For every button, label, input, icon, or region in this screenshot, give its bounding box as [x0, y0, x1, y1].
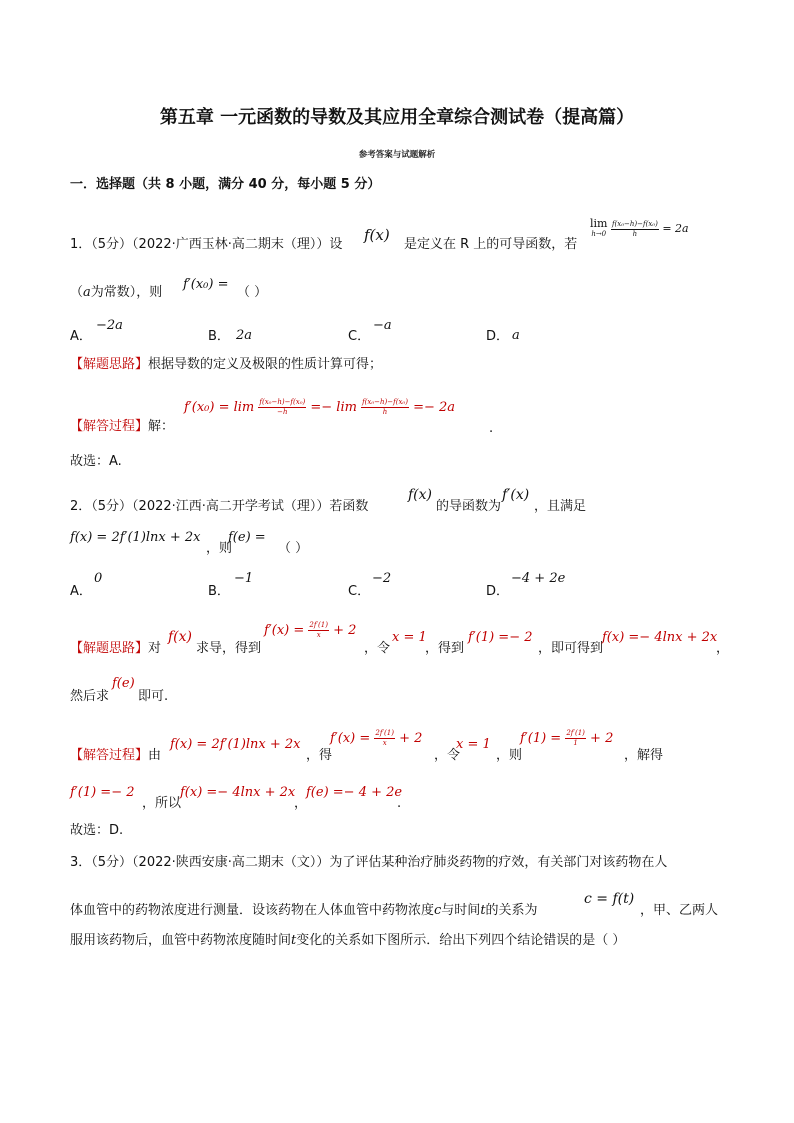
q1-answer: 故选：A. [70, 454, 122, 469]
q2-then: ，则 [206, 541, 233, 556]
q2-process-d: ，则 [496, 748, 523, 763]
q1-hint: 【解题思路】根据导数的定义及极限的性质计算可得； [70, 357, 383, 372]
q3-line1: 3．（5分）（2022·陕西安康·高二期末（文））为了评估某种治疗肺炎药物的疗效，有关部门对该药物在人 [70, 855, 668, 870]
q3-relation: c = f(t) [584, 891, 635, 907]
q2-option-b-value: −1 [234, 571, 254, 586]
q1-option-b-value: 2a [236, 328, 253, 343]
q3-line2: 体血管中的药物浓度进行测量．设该药物在人体血管中药物浓度c与时间t的关系为 [70, 903, 538, 918]
q1-mid: 是定义在 R 上的可导函数，若 [404, 237, 578, 252]
q2-hint2-b: 即可. [138, 689, 169, 704]
q2-option-b-label: B． [208, 584, 230, 599]
q3-line3: 服用该药物后，血管中药物浓度随时间t变化的关系如下图所示．给出下列四个结论错误的是（ ） [70, 933, 626, 948]
q1-option-d-label: D． [486, 329, 510, 344]
q2-hint-fp1: f′(1) =− 2 [468, 630, 533, 645]
q1-process: 【解答过程】解： [70, 419, 175, 434]
q2-end: ，且满足 [534, 499, 587, 514]
q2-hint-tag: 【解题思路】对 [70, 641, 162, 656]
q2-answer: 故选：D. [70, 823, 124, 838]
q2-process-x1: x = 1 [456, 737, 491, 752]
q1-lim-sub: h→0 [591, 230, 607, 238]
q2-equation: f(x) = 2f′(1)lnx + 2x [70, 530, 201, 545]
q2-hint-fprime-expr: f′(x) = $\frac{2f'(1)}{x}$ + 2 [264, 621, 357, 639]
q2-fx: f(x) [408, 487, 433, 503]
q1-option-a-value: −2a [96, 318, 123, 333]
q2-hint2-a: 然后求 [70, 689, 110, 704]
q2-process-fprime: f′(x) = $\frac{2f'(1)}{x}$ + 2 [330, 729, 423, 747]
q1-lim-word: lim [590, 217, 608, 230]
q2-hint2-fe: f(e) [112, 676, 135, 691]
q2-hint-d: ，得到 [425, 641, 465, 656]
q1-option-d-value: a [512, 328, 520, 343]
q1-limit-expr: lim h→0 $\frac{\text{f(x₀−h)−f(x₀)}}{h}$ = 2a [590, 217, 689, 238]
q2-mid: 的导函数为 [436, 499, 502, 514]
q1-paren: （ ） [237, 285, 268, 300]
q2-process2-a: ，所以 [142, 796, 182, 811]
q2-hint-frac: $\frac{2f'(1)}{x}$ [309, 621, 328, 639]
q1-fprime: f′(x₀) = [183, 277, 229, 292]
q2-process2-result: f(x) =− 4lnx + 2x [180, 785, 296, 800]
q1-end-dot: . [489, 421, 494, 436]
q2-option-c-value: −2 [372, 571, 392, 586]
q2-process2-fe: f(e) =− 4 + 2e [306, 785, 403, 800]
q2-option-a-label: A． [70, 584, 92, 599]
page-title: 第五章 一元函数的导数及其应用全章综合测试卷（提高篇） [159, 107, 635, 128]
q3-line2-end: ，甲、乙两人 [640, 903, 719, 918]
q2-hint-x1: x = 1 [392, 630, 427, 645]
q2-paren: （ ） [278, 541, 309, 556]
q2-process-eq: f(x) = 2f′(1)lnx + 2x [170, 737, 301, 752]
q1-line2: （a为常数），则 [70, 285, 163, 300]
q2-process-frac1: $\frac{2f'(1)}{x}$ [375, 729, 394, 747]
q1-option-c-value: −a [373, 318, 392, 333]
q1-solution-eq: f′(x₀) = lim $\frac{\text{f(x₀−h)−f(x₀)}}{-h}$ =− lim $\frac{\text{f(x₀−h)−f(x₀)}}{h}$ =− 2a [184, 398, 456, 416]
q2-fe: f(e) = [228, 530, 266, 545]
q1-solution-frac1: $\frac{\text{f(x₀−h)−f(x₀)}}{-h}$ [259, 398, 306, 416]
q1-fx: f(x) [364, 226, 390, 244]
q2-option-d-label: D． [486, 584, 510, 599]
q2-process-frac2: $\frac{2f'(1)}{1}$ [566, 729, 585, 747]
q2-process-fp1: f′(1) = $\frac{2f'(1)}{1}$ + 2 [520, 729, 614, 747]
q1-solution-frac2: $\frac{\text{f(x₀−h)−f(x₀)}}{h}$ [362, 398, 408, 416]
q2-process-tag: 【解答过程】由 [70, 748, 162, 763]
q2-intro: 2．（5分）（2022·江西·高二开学考试（理））若函数 [70, 499, 369, 514]
q1-intro: 1．（5分）（2022·广西玉林·高二期末（理））设 [70, 237, 343, 252]
q2-option-c-label: C． [348, 584, 371, 599]
q1-option-a-label: A． [70, 329, 92, 344]
q2-fprime: f′(x) [502, 487, 530, 503]
q2-hint-c: ，令 [364, 641, 391, 656]
q2-process2-b: ， [294, 796, 308, 811]
q2-process-c: ，令 [434, 748, 461, 763]
q2-option-d-value: −4 + 2e [511, 571, 566, 586]
q2-hint-b: 求导，得到 [196, 641, 262, 656]
q1-option-c-label: C． [348, 329, 371, 344]
q2-hint-fx: f(x) [168, 629, 193, 645]
q1-lim-fraction: $\frac{\text{f(x₀−h)−f(x₀)}}{h}$ [611, 219, 658, 238]
q2-process-b: ，得 [306, 748, 333, 763]
page-subtitle: 参考答案与试题解析 [358, 150, 436, 160]
section-heading: 一．选择题（共 8 小题，满分 40 分，每小题 5 分） [70, 177, 381, 192]
q2-hint-e: ，即可得到 [538, 641, 604, 656]
q2-option-a-value: 0 [94, 571, 103, 586]
q2-process2-dot: . [397, 796, 402, 811]
q1-option-b-label: B． [208, 329, 230, 344]
q2-process-e: ，解得 [624, 748, 664, 763]
q2-hint-result: f(x) =− 4lnx + 2x [602, 630, 718, 645]
q2-process2-fp: f′(1) =− 2 [70, 785, 135, 800]
q2-hint-comma: ， [716, 641, 730, 656]
